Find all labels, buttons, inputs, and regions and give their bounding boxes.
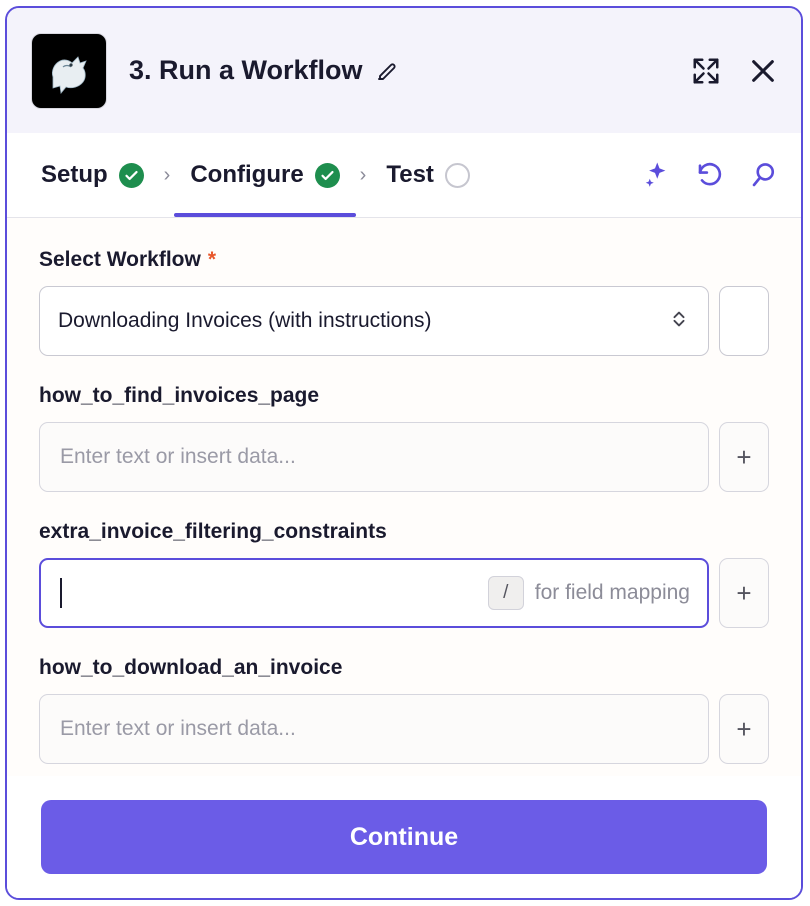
- continue-button[interactable]: Continue: [41, 800, 767, 874]
- pencil-icon[interactable]: [375, 59, 399, 83]
- how-to-download-an-invoice-label: how_to_download_an_invoice: [39, 656, 343, 679]
- insert-data-button[interactable]: [719, 558, 769, 628]
- step-separator: ›: [163, 163, 171, 186]
- dragon-logo-icon: [31, 33, 107, 109]
- how-to-find-invoices-page-row: [39, 422, 769, 492]
- how-to-download-an-invoice-row: [39, 694, 769, 764]
- check-icon: [315, 163, 340, 188]
- select-workflow-label-text: Select Workflow: [39, 248, 201, 271]
- chevron-updown-icon: [668, 308, 690, 335]
- text-caret: [60, 578, 62, 608]
- required-marker: *: [207, 248, 217, 271]
- slash-key-icon: /: [488, 576, 524, 610]
- how-to-find-invoices-page-input[interactable]: [39, 422, 709, 492]
- extra-invoice-filtering-constraints-row: [39, 558, 769, 628]
- step-test-label: Test: [386, 161, 434, 188]
- input-placeholder: Enter text or insert data...: [60, 717, 296, 740]
- select-workflow-dropdown[interactable]: [39, 286, 709, 356]
- search-icon[interactable]: [749, 160, 779, 190]
- modal-body: [7, 218, 801, 898]
- circle-icon: [445, 163, 470, 188]
- workflow-options-button[interactable]: [719, 286, 769, 356]
- extra-invoice-filtering-constraints-input[interactable]: [39, 558, 709, 628]
- refresh-icon[interactable]: [695, 160, 725, 190]
- plus-icon: +: [736, 714, 752, 744]
- insert-data-button[interactable]: [719, 422, 769, 492]
- close-icon[interactable]: [747, 55, 779, 87]
- configure-form: [7, 218, 801, 764]
- how-to-find-invoices-page-label: how_to_find_invoices_page: [39, 384, 320, 407]
- expand-icon[interactable]: [691, 56, 721, 86]
- select-workflow-value: Downloading Invoices (with instructions): [58, 309, 432, 332]
- plus-icon: +: [736, 578, 752, 608]
- step-setup[interactable]: [39, 133, 146, 217]
- page-title: 3. Run a Workflow: [129, 55, 363, 85]
- step-nav: [7, 133, 801, 218]
- plus-icon: +: [736, 442, 752, 472]
- insert-data-button[interactable]: [719, 694, 769, 764]
- field-mapping-hint-text: for field mapping: [534, 581, 690, 604]
- select-workflow-label: [39, 248, 769, 272]
- select-workflow-row: [39, 286, 769, 356]
- input-placeholder: Enter text or insert data...: [60, 445, 296, 468]
- header-actions: [691, 55, 779, 87]
- step-separator: ›: [359, 163, 367, 186]
- field-mapping-hint: [488, 576, 690, 610]
- step-test[interactable]: [384, 133, 472, 217]
- check-icon: [119, 163, 144, 188]
- step-configure[interactable]: [188, 133, 341, 217]
- step-setup-label: Setup: [41, 161, 108, 188]
- modal-footer: [7, 776, 801, 898]
- step-configure-label: Configure: [190, 161, 304, 188]
- how-to-download-an-invoice-input[interactable]: [39, 694, 709, 764]
- extra-invoice-filtering-constraints-label: extra_invoice_filtering_constraints: [39, 520, 387, 543]
- ai-assist-icon[interactable]: [641, 160, 671, 190]
- modal-header: [7, 8, 801, 133]
- title-area: [129, 55, 691, 86]
- run-workflow-modal: [5, 6, 803, 900]
- step-actions: [641, 160, 779, 190]
